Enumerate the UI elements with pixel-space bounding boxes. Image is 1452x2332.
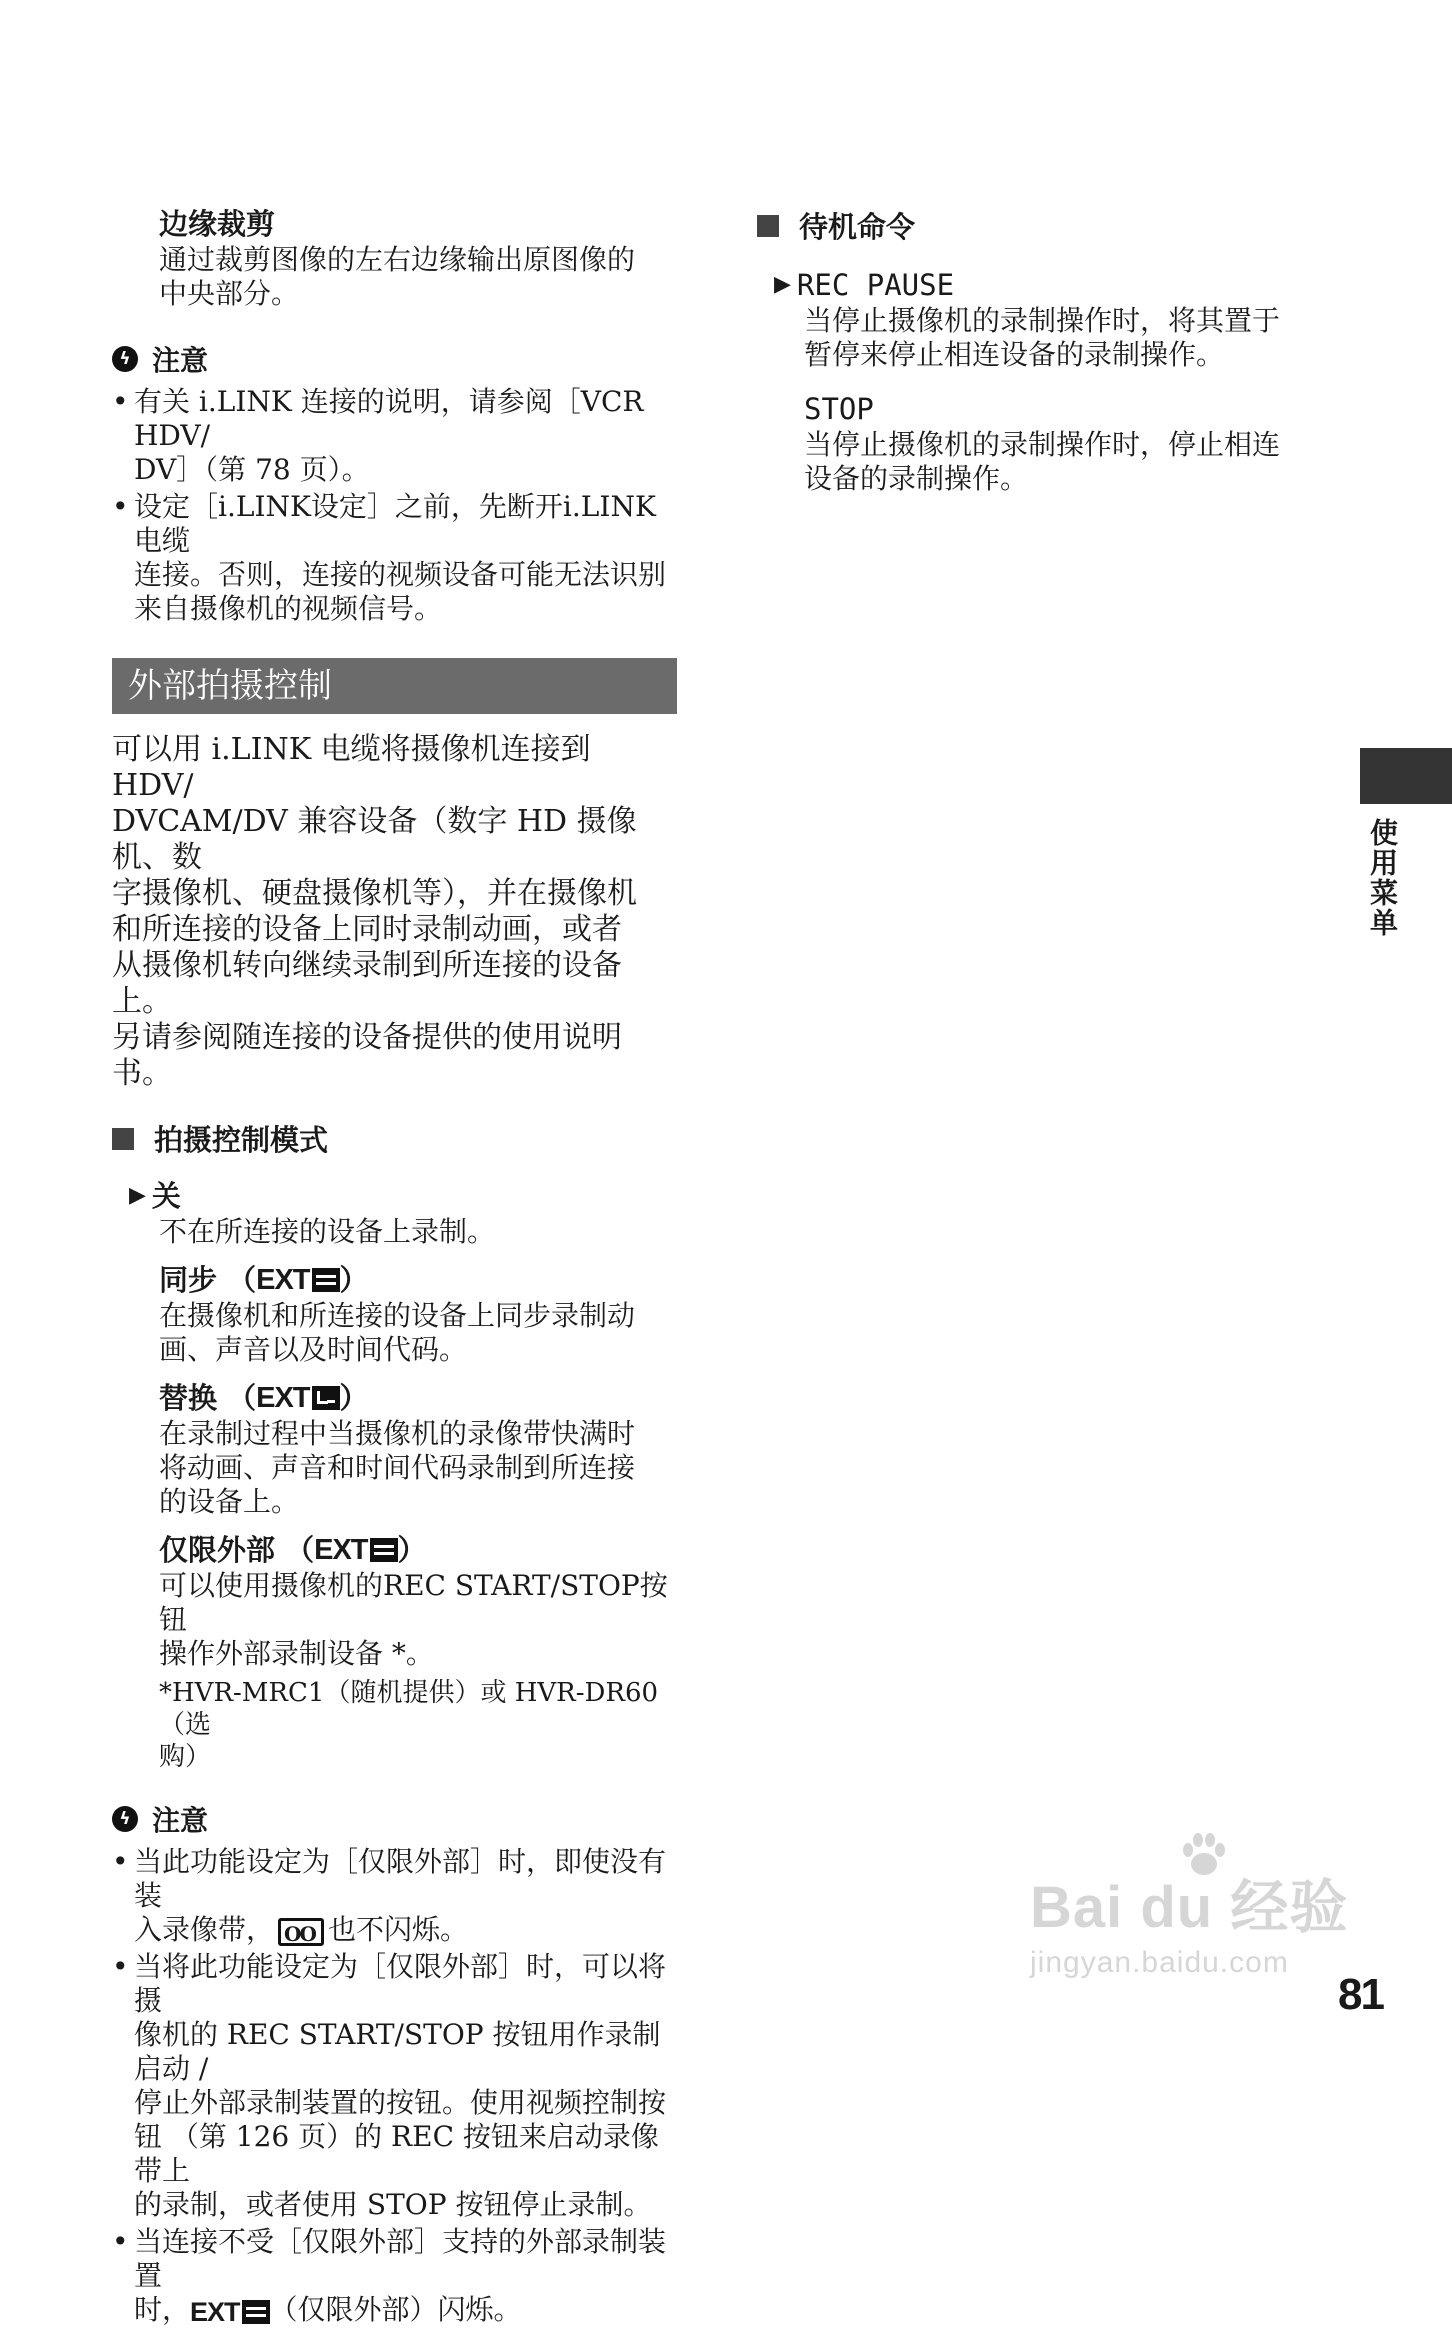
watermark — [1030, 1860, 1348, 1980]
edge-crop-desc: 通过裁剪图像的左右边缘输出原图像的 中央部分。 — [159, 243, 636, 310]
page-number: 81 — [1338, 1970, 1383, 2019]
section-title-bar: 外部拍摄控制 — [112, 658, 677, 714]
edge-crop-title: 边缘裁剪 — [159, 207, 276, 241]
rec-mode-options — [129, 1177, 677, 1773]
side-tab — [1360, 748, 1452, 804]
edge-crop-block — [159, 205, 677, 311]
default-marker-icon: ▶ — [774, 272, 791, 297]
standby-options — [774, 266, 1317, 496]
watermark-url: jingyan.baidu.com — [1030, 1946, 1289, 1979]
option-ext-only: 仅限外部 （ EXT ） 可以使用摄像机的REC START/STOP按钮 操作外部录制设备 *。 *HVR-MRC1（随机提供）或 HVR-DR60（选 购） — [159, 1531, 677, 1773]
note-item: • 当连接不受［仅限外部］支持的外部录制装置 时， EXT （仅限外部）闪烁。 — [112, 2225, 677, 2329]
square-bullet-icon — [757, 215, 779, 237]
ext-sync-icon: EXT — [256, 1261, 339, 1299]
paw-icon — [1178, 1830, 1230, 1882]
footnote: *HVR-MRC1（随机提供）或 HVR-DR60（选 购） — [159, 1678, 659, 1772]
section-intro: 可以用 i.LINK 电缆将摄像机连接到 HDV/ DVCAM/DV 兼容设备（数字 HD 摄像机、数 字摄像机、硬盘摄像机等），并在摄像机 和所连接的设备上同时录制动画，或者 从摄像机转向继续录制到所连接的设备 上。 另请参阅随连接的设备提供的使用说明 书。 — [112, 732, 637, 1091]
ext-only-icon: EXT — [190, 2295, 270, 2329]
warning-icon: ϟ — [112, 1806, 138, 1832]
rec-mode-heading: 拍摄控制模式 — [112, 1118, 677, 1159]
cassette-icon — [278, 1918, 324, 1946]
ext-only-icon: EXT — [314, 1531, 397, 1569]
ext-relay-icon: EXT — [256, 1379, 339, 1417]
note-list — [112, 1845, 677, 2329]
option-rec-pause: ▶ REC PAUSE 当停止摄像机的录制操作时，将其置于 暂停来停止相连设备的录制操作。 — [774, 268, 1281, 371]
default-marker-icon: ▶ — [129, 1183, 146, 1208]
note-block-1 — [112, 339, 677, 626]
option-sync: 同步 （ EXT ） 在摄像机和所连接的设备上同步录制动 画、声音以及时间代码。 — [159, 1263, 636, 1366]
square-bullet-icon — [112, 1128, 134, 1150]
warning-icon: ϟ — [112, 346, 138, 372]
standby-heading: 待机命令 — [757, 205, 1317, 246]
note-item: • 设定［i.LINK设定］之前，先断开i.LINK电缆 连接。否则，连接的视频设备可能无法识别 来自摄像机的视频信号。 — [112, 490, 677, 626]
note-item: • 当此功能设定为［仅限外部］时，即使没有装 入录像带，OO 也不闪烁。 — [112, 1845, 677, 1947]
right-column — [757, 205, 1317, 496]
note-item: • 当将此功能设定为［仅限外部］时，可以将摄 像机的 REC START/STOP 按钮用作录制启动 / 停止外部录制装置的按钮。使用视频控制按 钮 （第 126 页）的 REC 按钮来启动录像带上 的录制，或者使用 STOP 按钮停止录制。 — [112, 1950, 677, 2222]
left-column — [112, 205, 677, 2332]
note-heading: ϟ 注意 — [112, 1799, 677, 1839]
option-relay: 替换 （ EXT ） 在录制过程中当摄像机的录像带快满时 将动画、声音和时间代码录制到所连接 的设备上。 — [159, 1381, 636, 1518]
note-item: • 有关 i.LINK 连接的说明，请参阅［VCR HDV/ DV］（第 78 页）。 — [112, 385, 677, 487]
watermark-logo: Bai du 经验 — [1030, 1875, 1349, 1940]
option-off: ▶ 关 不在所连接的设备上录制。 — [129, 1179, 496, 1248]
option-stop: STOP 当停止摄像机的录制操作时，停止相连 设备的录制操作。 — [804, 392, 1281, 495]
note-heading: ϟ 注意 — [112, 339, 677, 379]
side-tab-label: 使用菜单 — [1366, 818, 1399, 938]
note-list — [112, 385, 677, 626]
